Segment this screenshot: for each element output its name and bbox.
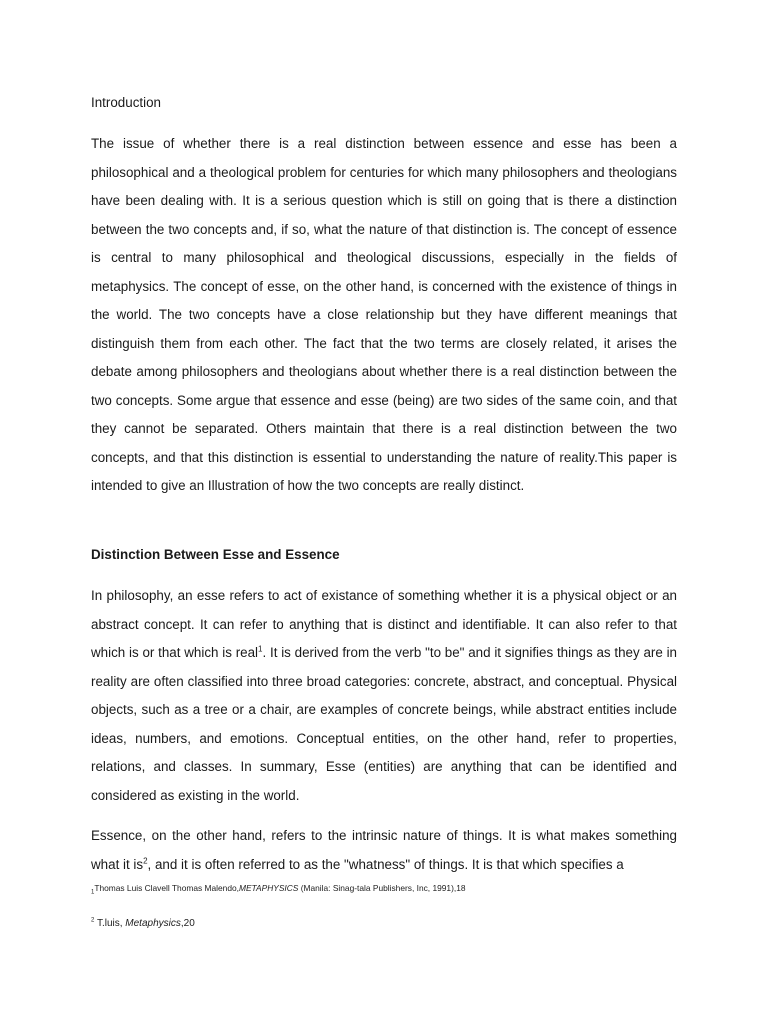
footnote-2-rest: ,20: [180, 918, 195, 929]
footnote-1-marker: 1: [91, 889, 95, 896]
section-heading: Distinction Between Esse and Essence: [91, 547, 340, 562]
footnote-1-title: METAPHYSICS: [238, 883, 299, 893]
introduction-heading: Introduction: [91, 95, 161, 110]
essence-paragraph-text-cont: , and it is often referred to as the "whatness" of things. It is that which specifies a: [147, 856, 624, 872]
footnote-2-author: T.luis,: [94, 918, 126, 929]
footnote-ref-2: 2: [143, 856, 148, 866]
footnote-1-authors: Thomas Luis Clavell Thomas Malendo,: [94, 883, 239, 893]
esse-paragraph-text: In philosophy, an esse refers to act of existance of something whether it is a physical object or an abstract concept. It can refer to anything that is distinct and identifiable. It can also refer to that which is or that which is real: [91, 588, 677, 660]
footnote-1: [91, 882, 466, 899]
footnote-1-rest: (Manila: Sinag-tala Publishers, Inc, 1991),18: [298, 883, 466, 893]
esse-paragraph: [91, 582, 677, 810]
introduction-paragraph: The issue of whether there is a real distinction between essence and esse has been a philosophical and a theological problem for centuries for which many philosophers and theologians have been dealing with. It is a serious question which is still on going that is there a distinction between the two concepts and, if so, what the nature of that distinction is. The concept of essence is central to many philosophical and theological discussions, especially in the fields of metaphysics. The concept of esse, on the other hand, is concerned with the existence of things in the world. The two concepts have a close relationship but they have different meanings that distinguish them from each other. The fact that the two terms are closely related, it arises the debate among philosophers and theologians about whether there is a real distinction between the two concepts. Some argue that essence and esse (being) are two sides of the same coin, and that they cannot be separated. Others maintain that there is a real distinction between the two concepts, and that this distinction is essential to understanding the nature of reality.This paper is intended to give an Illustration of how the two concepts are really distinct.: [91, 136, 677, 493]
footnote-2-title: Metaphysics: [125, 918, 181, 929]
footnote-2-marker: 2: [91, 917, 95, 924]
footnote-2: [91, 918, 195, 930]
essence-paragraph: [91, 822, 677, 879]
esse-paragraph-text-cont: . It is derived from the verb "to be" and it signifies things as they are in reality are often classified into three broad categories: concrete, abstract, and conceptual. Physical objects, such as a tree or a chair, are examples of concrete beings, while abstract entities include ideas, numbers, and emotions. Conceptual entities, on the other hand, refer to properties, relations, and classes. In summary, Esse (entities) are anything that can be identified and considered as existing in the world.: [91, 645, 678, 803]
essence-paragraph-text: Essence, on the other hand, refers to the intrinsic nature of things. It is what makes something what it is: [91, 828, 677, 872]
footnote-ref-1: 1: [258, 644, 263, 654]
